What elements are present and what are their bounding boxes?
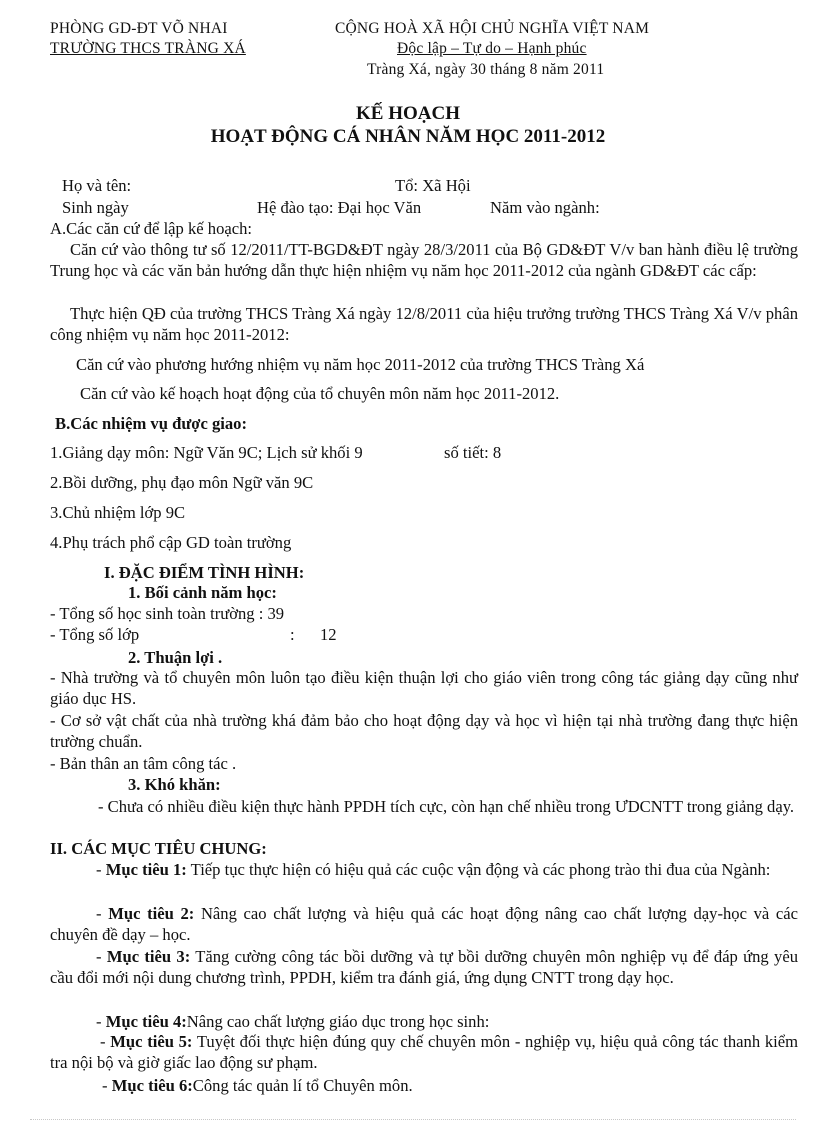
goal-1: - Mục tiêu 1: Tiếp tục thực hiện có hiệu quả các cuộc vận động và các phong trào thi đua của Ngành: <box>96 860 771 879</box>
part-1-subheading-context: 1. Bối cảnh năm học: <box>128 583 277 602</box>
place-date: Tràng Xá, ngày 30 tháng 8 năm 2011 <box>367 61 605 78</box>
goal-1-label: Mục tiêu 1: <box>105 860 187 879</box>
advantage-3: - Bản thân an tâm công tác . <box>50 754 237 773</box>
task-item-1-periods: số tiết: 8 <box>444 443 502 462</box>
page-bottom-divider <box>30 1119 796 1120</box>
dob-label: Sinh ngày <box>62 198 129 217</box>
national-motto: Độc lập – Tự do – Hạnh phúc <box>397 40 587 57</box>
section-a-paragraph-2: Thực hiện QĐ của trường THCS Tràng Xá ngày 12/8/2011 của hiệu trưởng trường THCS Tràng Xá V/v phân công nhiệm vụ năm học 2011-2012: <box>50 304 798 344</box>
goal-3-text: Tăng cường công tác bồi dưỡng và tự bồi dưỡng chuyên môn nghiệp vụ để đáp ứng yêu cầu đổi mới nội dung chương trình, PPDH, kiểm tra đánh giá, ứng dụng CNTT trong dạy học. <box>50 947 798 987</box>
goal-4-label: Mục tiêu 4: <box>105 1012 187 1031</box>
goal-5-text: Tuyệt đối thực hiện đúng quy chế chuyên môn - nghiệp vụ, hiệu quả công tác thanh kiểm tra nội bộ và giờ giấc lao động sư phạm. <box>50 1032 798 1072</box>
goal-2: - Mục tiêu 2: Nâng cao chất lượng và hiệu quả các hoạt động nâng cao chất lượng dạy-học và các chuyên đề dạy – học. <box>50 904 798 944</box>
part-1-subheading-advantages: 2. Thuận lợi . <box>128 648 223 667</box>
section-a-paragraph-4: Căn cứ vào kế hoạch hoạt động của tổ chuyên môn năm học 2011-2012. <box>80 384 560 403</box>
goal-3: - Mục tiêu 3: Tăng cường công tác bồi dưỡng và tự bồi dưỡng chuyên môn nghiệp vụ để đáp ứng yêu cầu đổi mới nội dung chương trình, PPDH, kiểm tra đánh giá, ứng dụng CNTT trong dạy học. <box>50 947 798 987</box>
republic-name: CỘNG HOÀ XÃ HỘI CHỦ NGHĨA VIỆT NAM <box>335 20 650 37</box>
goal-6-text: Công tác quản lí tổ Chuyên môn. <box>192 1076 413 1095</box>
total-classes-label: - Tổng số lớp <box>50 625 140 644</box>
goal-4-text: Nâng cao chất lượng giáo dục trong học sinh: <box>186 1012 490 1031</box>
name-label: Họ và tên: <box>62 176 132 195</box>
goal-1-text: Tiếp tục thực hiện có hiệu quả các cuộc vận động và các phong trào thi đua của Ngành: <box>186 860 771 879</box>
goal-6-label: Mục tiêu 6: <box>111 1076 193 1095</box>
section-a-paragraph-3: Căn cứ vào phương hướng nhiệm vụ năm học 2011-2012 của trường THCS Tràng Xá <box>76 355 645 374</box>
task-item-4: 4.Phụ trách phổ cập GD toàn trường <box>50 533 292 552</box>
task-item-2: 2.Bồi dưỡng, phụ đạo môn Ngữ văn 9C <box>50 473 314 492</box>
department-name: PHÒNG GD-ĐT VÕ NHAI <box>50 20 228 37</box>
goal-4: - Mục tiêu 4:Nâng cao chất lượng giáo dục trong học sinh: <box>96 1012 490 1031</box>
section-a-heading: A.Các căn cứ để lập kế hoạch: <box>50 219 253 238</box>
total-classes-value: 12 <box>320 625 337 644</box>
document-subtitle: HOẠT ĐỘNG CÁ NHÂN NĂM HỌC 2011-2012 <box>210 126 606 147</box>
part-1-subheading-difficulties: 3. Khó khăn: <box>128 775 221 794</box>
goal-2-text: Nâng cao chất lượng và hiệu quả các hoạt động nâng cao chất lượng dạy-học và các chuyên đề dạy – học. <box>50 904 798 944</box>
group-label: Tổ: Xã Hội <box>395 176 471 195</box>
goal-6: - Mục tiêu 6:Công tác quản lí tổ Chuyên môn. <box>102 1076 413 1095</box>
goal-3-label: Mục tiêu 3: <box>106 947 191 966</box>
goal-5: - Mục tiêu 5: Tuyệt đối thực hiện đúng quy chế chuyên môn - nghiệp vụ, hiệu quả công tác thanh kiểm tra nội bộ và giờ giấc lao động sư phạm. <box>50 1032 798 1072</box>
task-item-3: 3.Chủ nhiệm lớp 9C <box>50 503 186 522</box>
total-students: - Tổng số học sinh toàn trường : 39 <box>50 604 285 623</box>
advantage-2: - Cơ sở vật chất của nhà trường khá đảm bảo cho hoạt động dạy và học vì hiện tại nhà trường đang thực hiện trường chuẩn. <box>50 711 798 751</box>
part-1-heading: I. ĐẶC ĐIỂM TÌNH HÌNH: <box>104 563 305 582</box>
school-name: TRƯỜNG THCS TRÀNG XÁ <box>50 40 246 57</box>
goal-5-label: Mục tiêu 5: <box>110 1032 193 1051</box>
training-label: Hệ đào tạo: Đại học Văn <box>257 198 422 217</box>
part-2-heading: II. CÁC MỤC TIÊU CHUNG: <box>50 839 267 858</box>
section-b-heading: B.Các nhiệm vụ được giao: <box>55 414 248 433</box>
goal-2-label: Mục tiêu 2: <box>108 904 195 923</box>
document-title: KẾ HOẠCH <box>356 103 460 124</box>
start-year-label: Năm vào ngành: <box>490 198 600 217</box>
difficulty-1: - Chưa có nhiều điều kiện thực hành PPDH tích cực, còn hạn chế nhiều trong ƯDCNTT trong giảng dạy. <box>98 797 795 816</box>
task-item-1: 1.Giảng dạy môn: Ngữ Văn 9C; Lịch sử khối 9 <box>50 443 363 462</box>
section-a-paragraph-1: Căn cứ vào thông tư số 12/2011/TT-BGD&ĐT ngày 28/3/2011 của Bộ GD&ĐT V/v ban hành điều lệ trường Trung học và các văn bản hướng dẫn thực hiện nhiệm vụ năm học 2011-2012 của ngành GD&ĐT các cấp: <box>50 240 798 280</box>
advantage-1: - Nhà trường và tổ chuyên môn luôn tạo điều kiện thuận lợi cho giáo viên trong công tác giảng dạy cũng như giáo dục HS. <box>50 668 798 708</box>
total-classes-separator: : <box>290 625 295 644</box>
